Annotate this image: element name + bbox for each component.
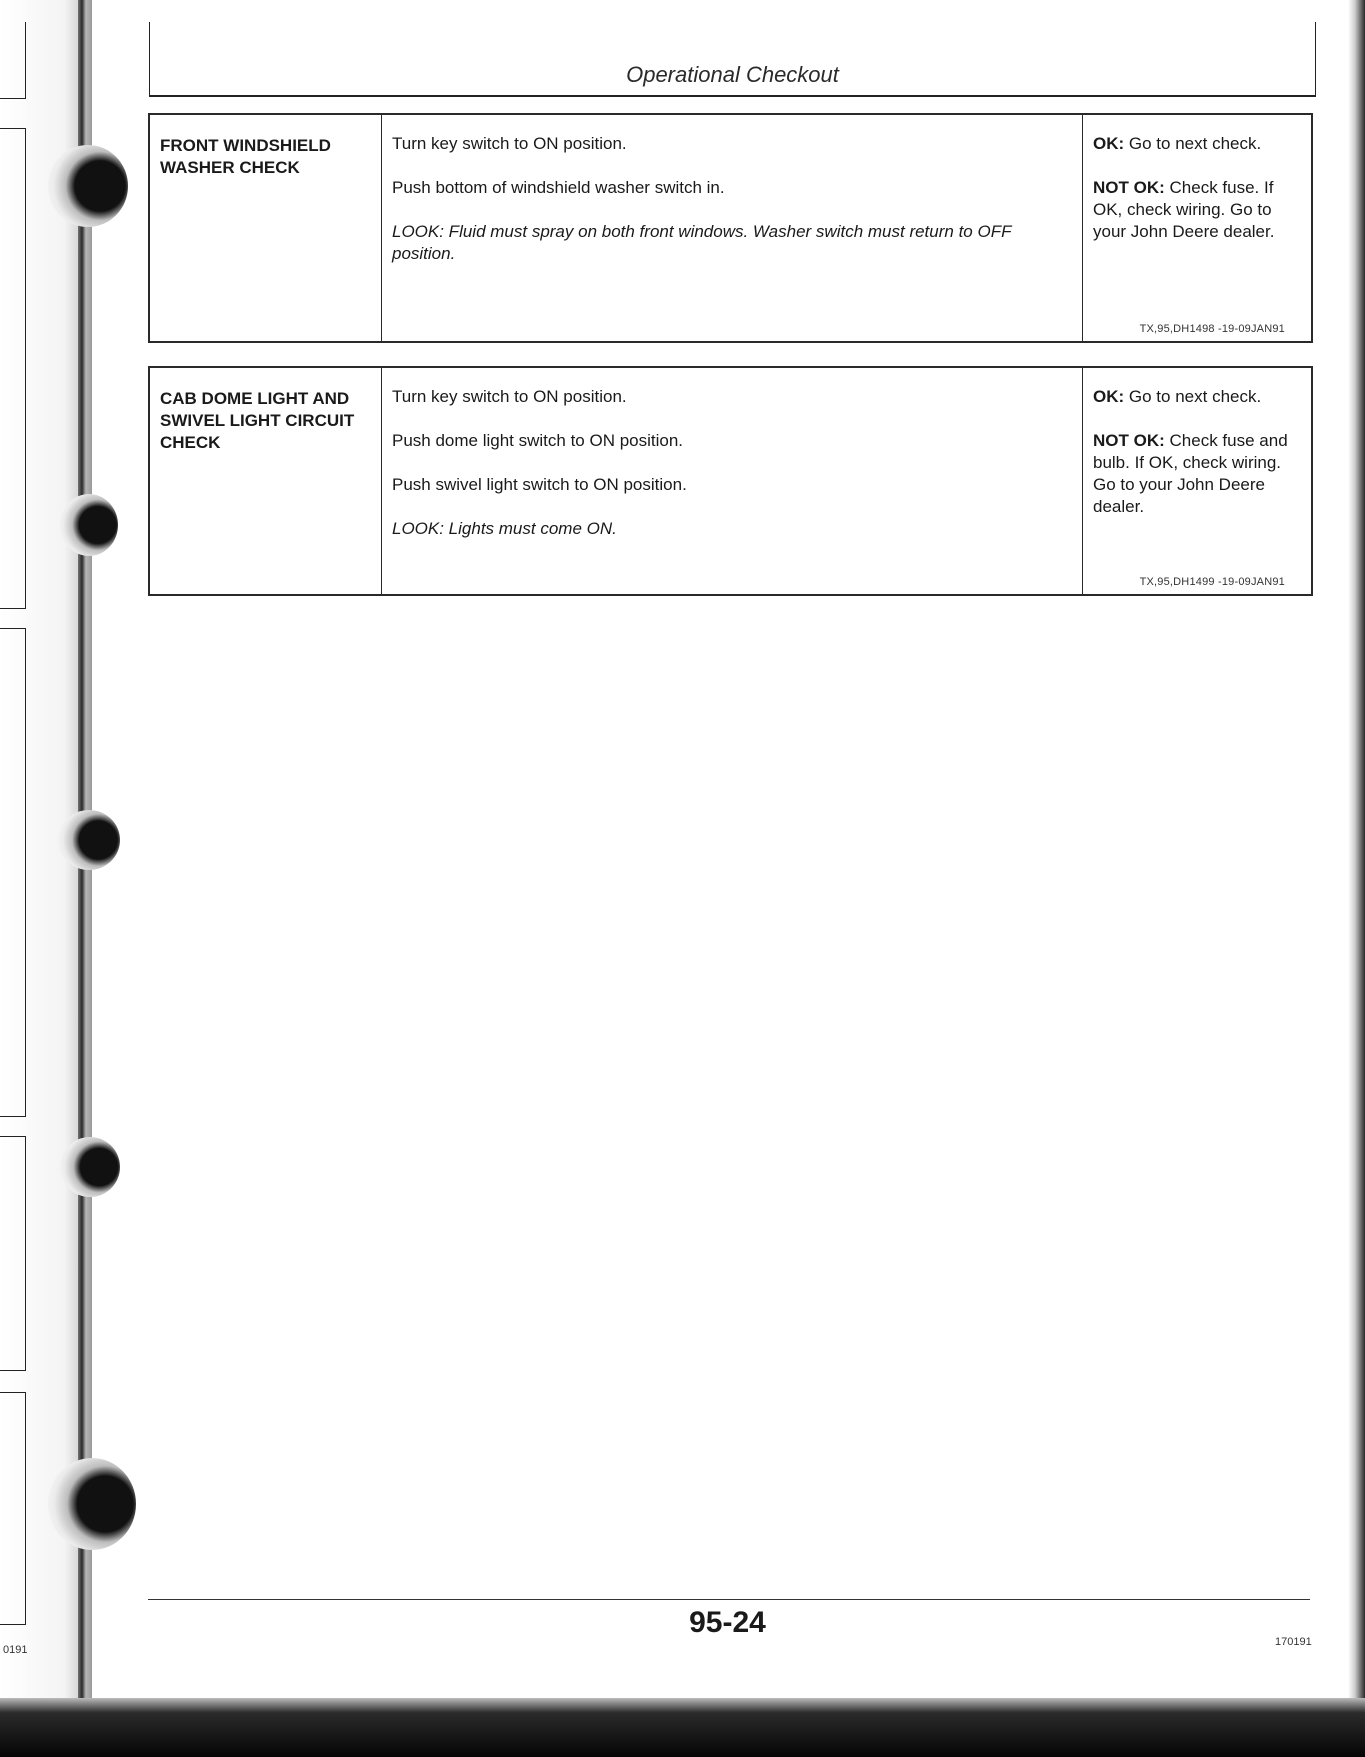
page-number: 95-24	[689, 1606, 766, 1639]
right-page-edge	[1348, 0, 1365, 1757]
check-result	[1083, 368, 1311, 594]
margin-tick	[0, 98, 26, 99]
ok-result	[1093, 386, 1301, 408]
ok-label: OK:	[1093, 387, 1125, 406]
not-ok-label: NOT OK:	[1093, 431, 1165, 450]
page-header	[149, 22, 1316, 97]
check-table	[148, 366, 1313, 596]
margin-line	[25, 628, 26, 1116]
ok-text: Go to next check.	[1128, 387, 1262, 406]
margin-line	[25, 22, 26, 98]
reference-code: TX,95,DH1499 -19-09JAN91	[1139, 576, 1285, 588]
margin-tick	[0, 1392, 26, 1393]
margin-tick	[0, 1116, 26, 1117]
margin-tick	[0, 628, 26, 629]
check-name: FRONT WINDSHIELD WASHER CHECK	[150, 115, 382, 341]
footer-rule	[148, 1599, 1310, 1600]
binder-hole	[58, 810, 120, 870]
scan-bottom-edge	[0, 1698, 1365, 1757]
check-table	[148, 113, 1313, 343]
binder-hole	[60, 494, 118, 556]
margin-line	[25, 128, 26, 608]
not-ok-result	[1093, 430, 1301, 518]
margin-tick	[0, 608, 26, 609]
check-result	[1083, 115, 1311, 341]
step: Push dome light switch to ON position.	[392, 431, 684, 450]
margin-line	[25, 1136, 26, 1370]
check-name: CAB DOME LIGHT AND SWIVEL LIGHT CIRCUIT CHECK	[150, 368, 382, 594]
ok-result	[1093, 133, 1301, 155]
reference-code: TX,95,DH1498 -19-09JAN91	[1139, 323, 1285, 335]
step: Turn key switch to ON position.	[392, 134, 627, 153]
not-ok-text: Check fuse and bulb. If OK, check wiring. Go to your John Deere dealer.	[1093, 431, 1288, 516]
not-ok-label: NOT OK:	[1093, 178, 1165, 197]
margin-tick	[0, 1370, 26, 1371]
look-instruction: LOOK: Lights must come ON.	[392, 519, 617, 538]
step: Turn key switch to ON position.	[392, 387, 627, 406]
ok-label: OK:	[1093, 134, 1125, 153]
ok-text: Go to next check.	[1128, 134, 1262, 153]
margin-line	[25, 1392, 26, 1624]
section-title: Operational Checkout	[626, 62, 839, 87]
step: Push swivel light switch to ON position.	[392, 475, 687, 494]
binder-hole	[60, 1137, 120, 1197]
footer-code: 170191	[1275, 1636, 1312, 1648]
step: Push bottom of windshield washer switch in.	[392, 178, 725, 197]
not-ok-text: Check fuse. If OK, check wiring. Go to your John Deere dealer.	[1093, 178, 1275, 241]
check-steps	[382, 368, 1083, 594]
binder-hole	[48, 145, 128, 227]
not-ok-result	[1093, 177, 1301, 243]
margin-code: 0191	[3, 1644, 28, 1656]
check-steps	[382, 115, 1083, 341]
look-instruction: LOOK: Fluid must spray on both front windows. Washer switch must return to OFF position.	[392, 222, 1012, 263]
binder-hole	[48, 1458, 136, 1550]
margin-tick	[0, 1136, 26, 1137]
margin-tick	[0, 128, 26, 129]
